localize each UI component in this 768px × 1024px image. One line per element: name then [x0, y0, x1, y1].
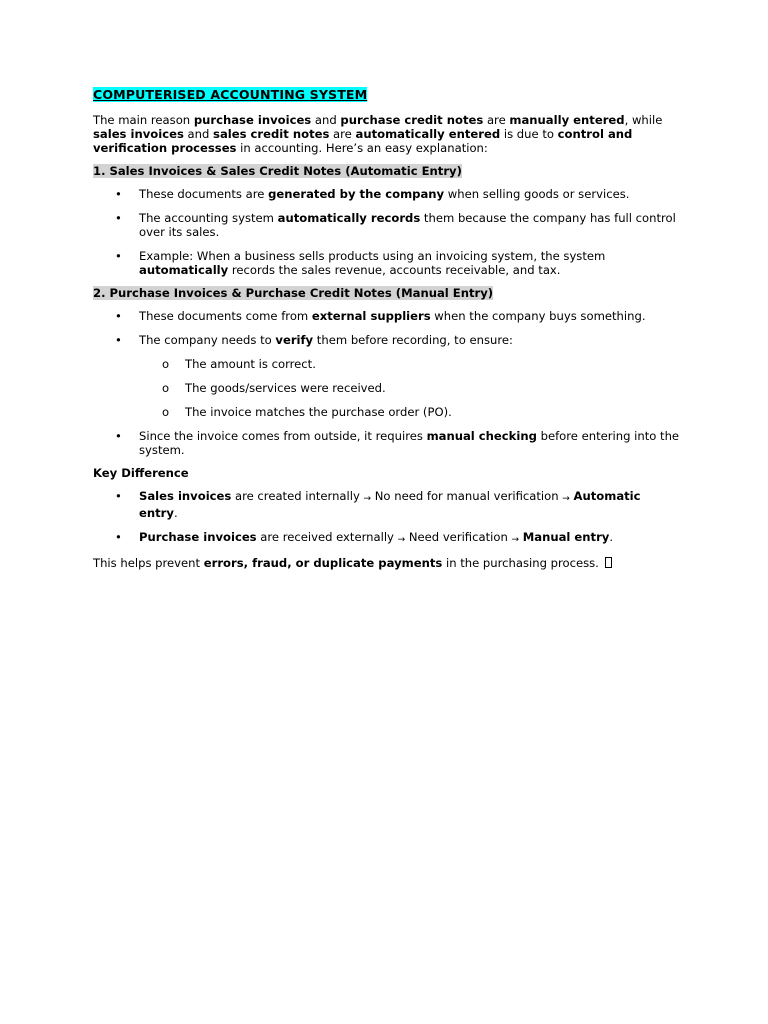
item-text: Need verification	[405, 530, 512, 544]
closing-paragraph	[93, 556, 683, 570]
section-2-heading	[93, 286, 683, 300]
sub-list	[93, 357, 683, 419]
missing-glyph-box-icon	[605, 557, 612, 568]
item-bold: external suppliers	[311, 309, 431, 323]
item-bold: Automatic entry	[139, 489, 641, 520]
closing-text: in the purchasing process.	[442, 556, 603, 570]
intro-bold: control and verification processes	[93, 127, 633, 155]
item-bold: Manual entry	[522, 530, 610, 544]
list-item	[93, 429, 683, 457]
right-arrow-icon: →	[363, 494, 372, 504]
item-text: are received externally	[256, 530, 398, 544]
section-1-heading-text: 1. Sales Invoices & Sales Credit Notes (Automatic Entry)	[93, 164, 462, 178]
item-bold: Sales invoices	[139, 489, 232, 503]
item-bold: manual checking	[426, 429, 537, 443]
right-arrow-icon: →	[397, 535, 406, 545]
item-text: The accounting system	[139, 211, 278, 225]
intro-bold: purchase credit notes	[340, 113, 484, 127]
item-text: before entering into the system.	[139, 429, 680, 457]
intro-text: are	[483, 113, 510, 127]
item-text: .	[609, 530, 614, 544]
list-item	[93, 530, 683, 547]
intro-text: and	[183, 127, 214, 141]
section-2-heading-text: 2. Purchase Invoices & Purchase Credit Notes (Manual Entry)	[93, 286, 494, 300]
sub-list-item: o The amount is correct.	[93, 357, 683, 371]
right-arrow-icon: →	[511, 535, 520, 545]
intro-bold: manually entered	[509, 113, 625, 127]
sub-list-item: o The goods/services were received.	[93, 381, 683, 395]
intro-text: and	[311, 113, 341, 127]
item-bold: automatically	[139, 263, 229, 277]
item-text: Example: When a business sells products using an invoicing system, the system	[139, 249, 606, 263]
item-text: when selling goods or services.	[444, 187, 630, 201]
key-difference-heading: Key Difference	[93, 466, 189, 480]
section-1-heading	[93, 164, 683, 178]
item-text: records the sales revenue, accounts receivable, and tax.	[228, 263, 561, 277]
item-text: These documents come from	[139, 309, 312, 323]
title-block	[93, 86, 683, 103]
item-bold: generated by the company	[268, 187, 445, 201]
list-item	[93, 333, 683, 347]
intro-text: is due to	[500, 127, 558, 141]
closing-bold: errors, fraud, or duplicate payments	[203, 556, 443, 570]
document-title: COMPUTERISED ACCOUNTING SYSTEM	[93, 87, 368, 102]
section-1-list	[93, 187, 683, 277]
list-item	[93, 249, 683, 277]
intro-text: in accounting. Here’s an easy explanation:	[236, 141, 488, 155]
item-text: are created internally	[231, 489, 364, 503]
intro-bold: automatically entered	[355, 127, 501, 141]
item-text: Since the invoice comes from outside, it requires	[139, 429, 427, 443]
key-difference-list	[93, 489, 683, 547]
item-bold: Purchase invoices	[139, 530, 257, 544]
item-text: No need for manual verification	[371, 489, 563, 503]
item-text: These documents are	[139, 187, 269, 201]
item-text: The company needs to	[139, 333, 276, 347]
item-bold: automatically records	[277, 211, 421, 225]
intro-bold: sales invoices	[93, 127, 184, 141]
sub-list-item: o The invoice matches the purchase order (PO).	[93, 405, 683, 419]
item-text: when the company buys something.	[430, 309, 646, 323]
list-item	[93, 309, 683, 323]
list-item	[93, 187, 683, 201]
item-text: them because the company has full control over its sales.	[139, 211, 676, 239]
section-2-list	[93, 309, 683, 457]
item-text: .	[173, 506, 178, 520]
sub-list-wrapper	[93, 357, 683, 419]
item-bold: verify	[275, 333, 314, 347]
intro-paragraph	[93, 113, 683, 155]
closing-text: This helps prevent	[93, 556, 204, 570]
intro-text: are	[329, 127, 356, 141]
list-item	[93, 489, 683, 520]
document-page	[93, 86, 683, 579]
right-arrow-icon: →	[562, 494, 570, 504]
item-text: them before recording, to ensure:	[313, 333, 513, 347]
list-item	[93, 211, 683, 239]
intro-text: , while	[624, 113, 663, 127]
intro-bold: purchase invoices	[193, 113, 312, 127]
intro-bold: sales credit notes	[213, 127, 330, 141]
intro-text: The main reason	[93, 113, 194, 127]
